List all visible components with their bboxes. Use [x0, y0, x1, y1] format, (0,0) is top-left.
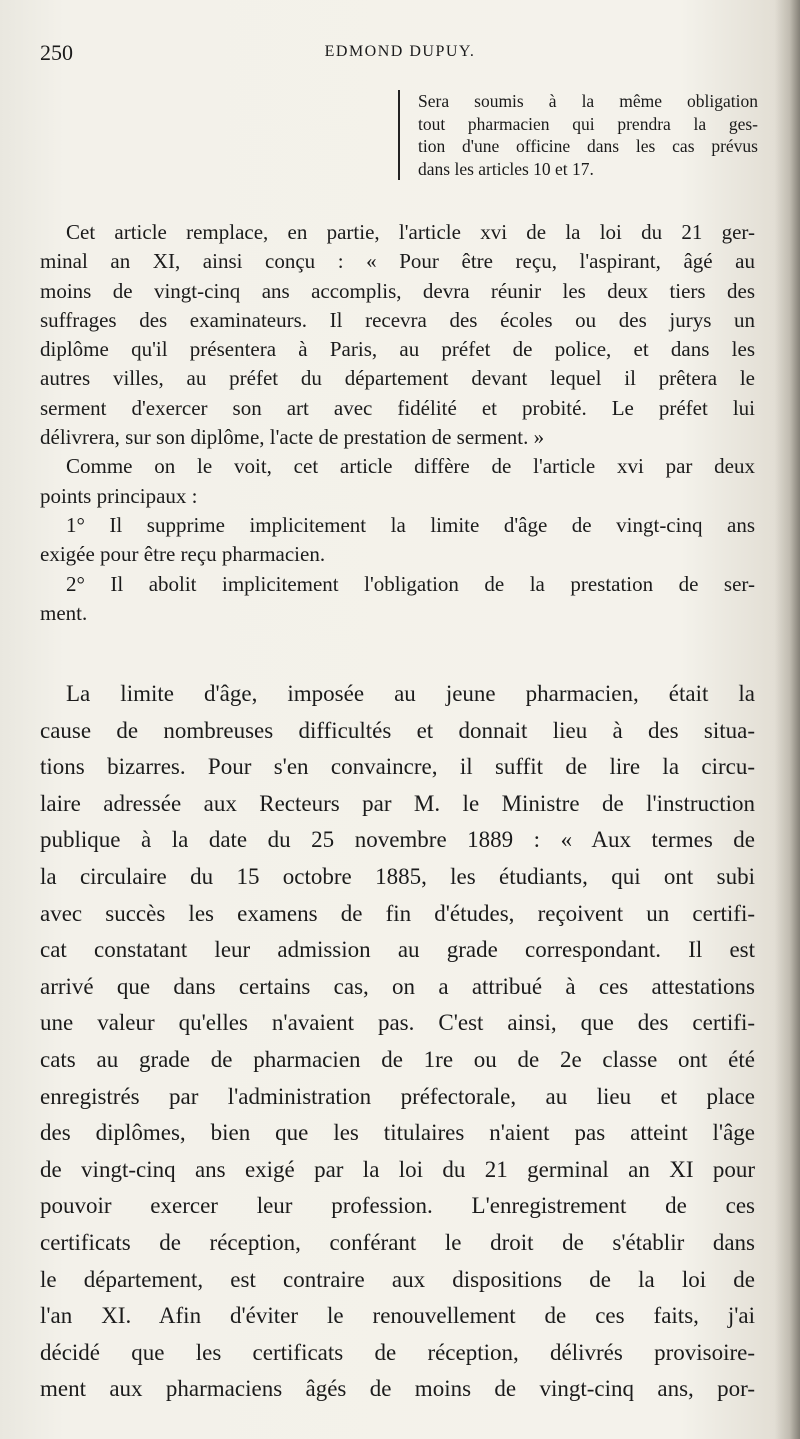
text-line: cats au grade de pharmacien de 1re ou de 2e classe ont été	[40, 1046, 755, 1072]
text-line: laire adressée aux Recteurs par M. le Ministre de l'instruction	[40, 790, 755, 816]
text-line: autres villes, au préfet du département devant lequel il prêtera le	[40, 366, 755, 391]
law-line: tion d'une officine dans les cas prévus	[418, 136, 758, 156]
text-line: Cet article remplace, en partie, l'article xvi de la loi du 21 ger-	[66, 220, 755, 244]
text-line: avec succès les examens de fin d'études, reçoivent un certifi-	[40, 900, 755, 926]
page-header	[40, 40, 760, 74]
law-line: tout pharmacien qui prendra la ges-	[418, 113, 758, 134]
text-line: 1° Il supprime implicitement la limite d'âge de vingt-cinq ans	[66, 512, 755, 537]
law-line: dans les articles 10 et 17.	[418, 158, 594, 179]
text-line: certificats de réception, conférant le droit de s'établir dans	[40, 1229, 755, 1255]
text-line: La limite d'âge, imposée au jeune pharmacien, était la	[66, 681, 755, 706]
text-line: une valeur qu'elles n'avaient pas. C'est ainsi, que des certifi-	[40, 1010, 755, 1036]
text-line: points principaux :	[40, 483, 198, 508]
text-line: serment d'exercer son art avec fidélité et probité. Le préfet lui	[40, 395, 755, 420]
text-line: suffrages des examinateurs. Il recevra des écoles ou des jurys un	[40, 307, 755, 332]
text-line: cat constatant leur admission au grade correspondant. Il est	[40, 937, 755, 963]
text-line: de vingt-cinq ans exigé par la loi du 21 germinal an XI pour	[40, 1156, 755, 1182]
text-line: le département, est contraire aux dispositions de la loi de	[40, 1266, 755, 1292]
text-line: cause de nombreuses difficultés et donnait lieu à des situa-	[40, 717, 755, 743]
text-line: arrivé que dans certains cas, on a attribué à ces attestations	[40, 973, 755, 999]
text-line: ment aux pharmaciens âgés de moins de vingt-cinq ans, por-	[40, 1376, 755, 1402]
text-line: pouvoir exercer leur profession. L'enregistrement de ces	[40, 1193, 755, 1219]
page-number: 250	[40, 40, 73, 65]
text-line: la circulaire du 15 octobre 1885, les étudiants, qui ont subi	[40, 863, 755, 889]
text-line: exigée pour être reçu pharmacien.	[40, 542, 326, 567]
text-line: Comme on le voit, cet article diffère de l'article xvi par deux	[66, 454, 755, 479]
text-line: décidé que les certificats de réception, délivrés provisoire-	[40, 1339, 755, 1365]
law-excerpt-box	[398, 90, 758, 180]
text-line: enregistrés par l'administration préfectorale, au lieu et place	[40, 1083, 755, 1109]
text-line: délivrera, sur son diplôme, l'acte de prestation de serment. »	[40, 425, 545, 450]
running-head: EDMOND DUPUY.	[324, 43, 476, 60]
text-line: minal an XI, ainsi conçu : « Pour être reçu, l'aspirant, âgé au	[40, 249, 755, 274]
text-line: publique à la date du 25 novembre 1889 : « Aux termes de	[40, 827, 755, 853]
text-line: ment.	[40, 600, 88, 625]
law-line: Sera soumis à la même obligation	[418, 91, 758, 111]
text-line: l'an XI. Afin d'éviter le renouvellement de ces faits, j'ai	[40, 1303, 755, 1329]
page-binding-shadow	[774, 0, 800, 1439]
text-line: 2° Il abolit implicitement l'obligation de la prestation de ser-	[66, 571, 755, 596]
text-line: moins de vingt-cinq ans accomplis, devra réunir les deux tiers des	[40, 278, 755, 303]
paragraph-1	[40, 218, 755, 628]
text-line: diplôme qu'il présentera à Paris, au préfet de police, et dans les	[40, 337, 755, 362]
text-line: tions bizarres. Pour s'en convaincre, il suffit de lire la circu-	[40, 754, 755, 780]
text-line: des diplômes, bien que les titulaires n'aient pas atteint l'âge	[40, 1120, 755, 1146]
paragraph-2	[40, 676, 755, 1408]
